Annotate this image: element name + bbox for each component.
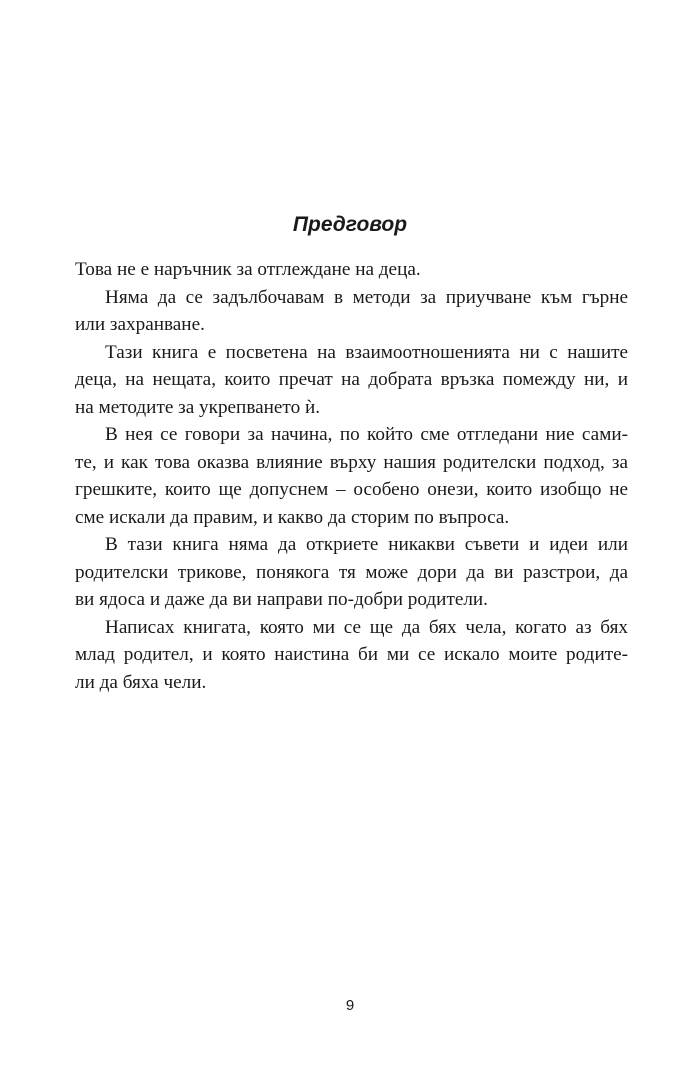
text-line: те, и как това оказва влияние върху нашия родителски подход, за: [75, 451, 628, 473]
page-number: 9: [345, 997, 355, 1014]
text-line: Написах книгата, която ми се ще да бях чела, когато аз бях: [105, 616, 628, 638]
text-line: Няма да се задълбочавам в методи за приучване към гърне: [105, 286, 628, 308]
text-line: ли да бяха чели.: [75, 671, 207, 693]
text-line: В нея се говори за начина, по който сме отгледани ние сами-: [105, 424, 628, 445]
text-line: грешките, които ще допуснем – особено онези, които изобщо не: [75, 479, 628, 500]
text-line: Това не е наръчник за отглеждане на деца.: [75, 259, 421, 280]
text-line: ви ядоса и даже да ви направи по-добри родители.: [75, 589, 488, 610]
text-line: млад родител, и която наистина би ми се искало моите родите-: [75, 644, 628, 665]
preface-body: [75, 256, 628, 696]
text-line: на методите за укрепването ѝ.: [75, 396, 321, 418]
text-line: родителски трикове, понякога тя може дори да ви разстрои, да: [75, 561, 628, 583]
text-line: В тази книга няма да откриете никакви съвети и идеи или: [105, 534, 628, 555]
text-line: или захранване.: [75, 314, 205, 335]
text-line: сме искали да правим, и какво да сторим по въпроса.: [75, 506, 510, 528]
text-line: Тази книга е посветена на взаимоотношенията ни с нашите: [105, 341, 628, 363]
chapter-title: Предговор: [292, 213, 408, 236]
text-line: деца, на нещата, които пречат на добрата връзка помежду ни, и: [75, 369, 628, 390]
